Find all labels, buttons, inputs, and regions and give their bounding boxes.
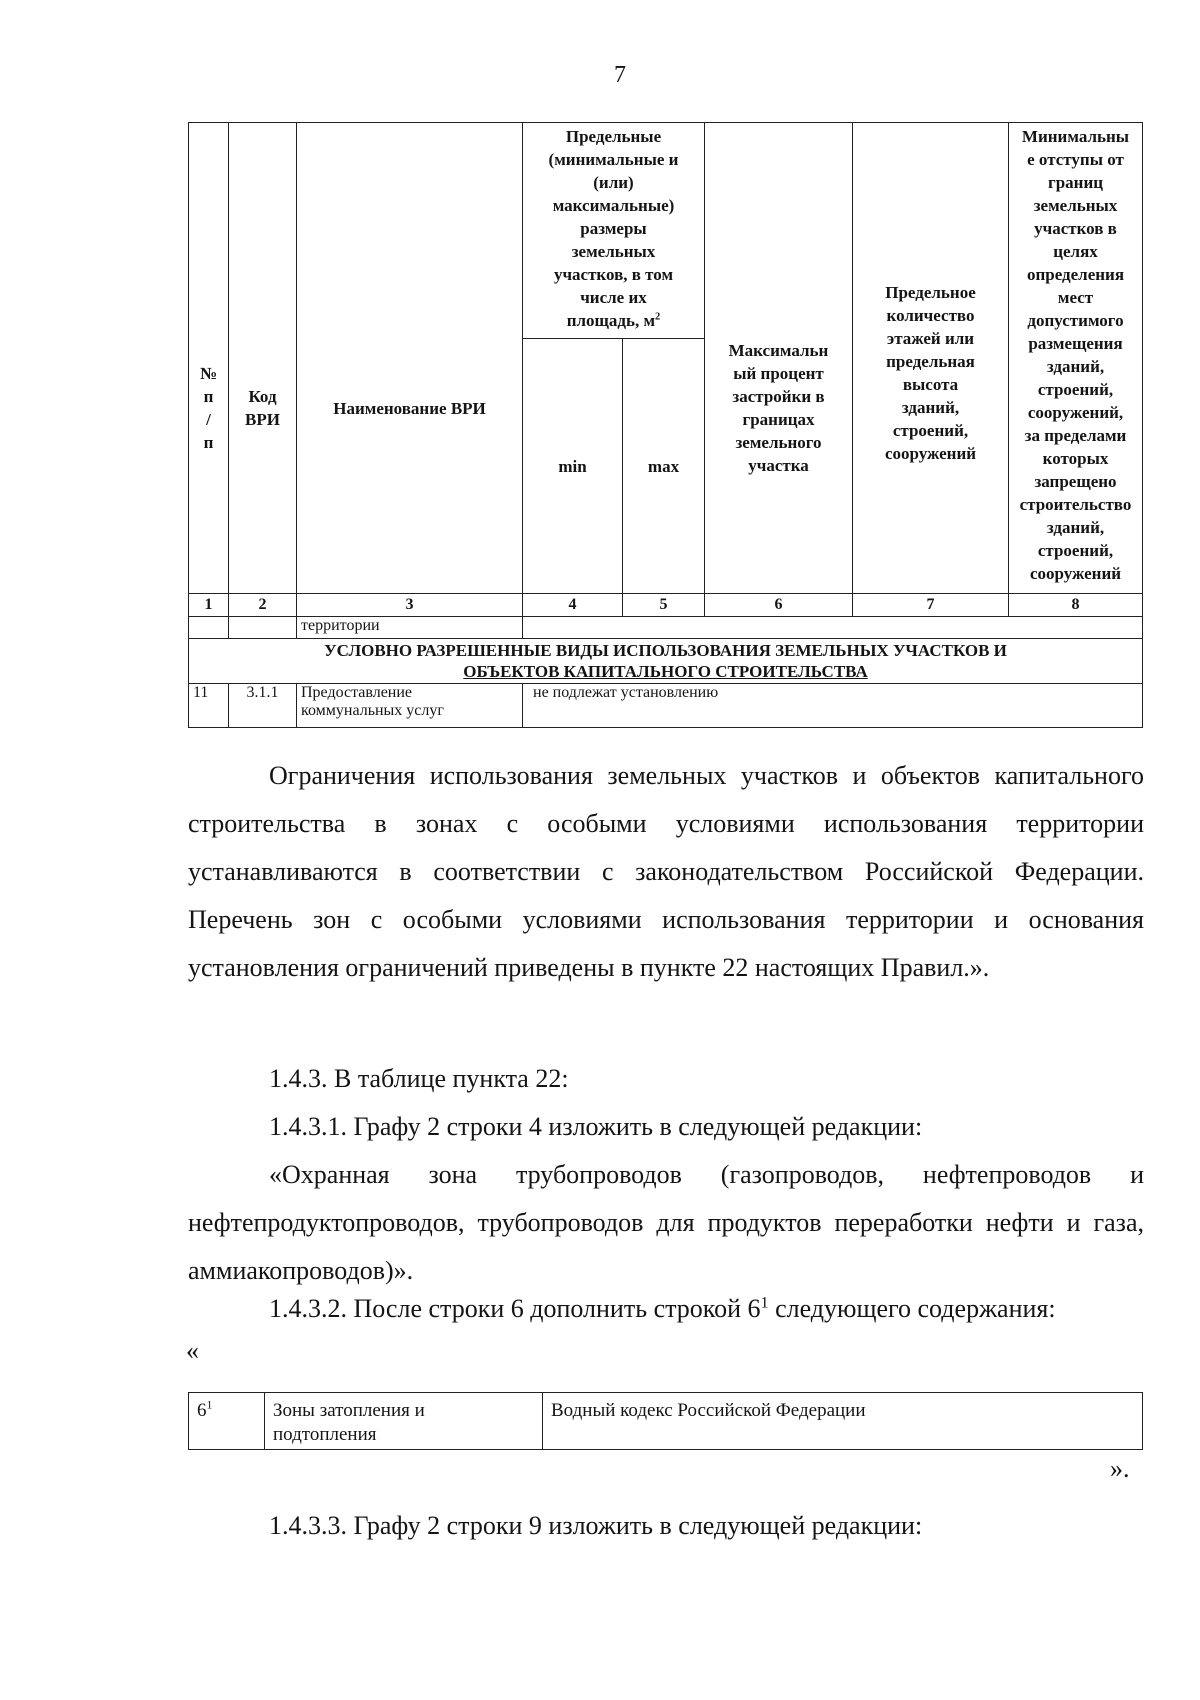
row-6-1-name: Зоны затопления и подтопления bbox=[265, 1393, 543, 1450]
section-row bbox=[189, 639, 1143, 684]
quote-pipelines: «Охранная зона трубопроводов (газопроводов, нефтепроводов и нефтепродуктопроводов, трубопроводов для продуктов переработки нефти и газа, аммиакопроводов)». bbox=[188, 1160, 1144, 1285]
header-name: Наименование ВРИ bbox=[297, 123, 523, 594]
partial-row-name: территории bbox=[297, 617, 523, 639]
header-max: max bbox=[623, 339, 705, 594]
item-1-4-3: 1.4.3. В таблице пункта 22: bbox=[269, 1064, 569, 1093]
row-11-code: 3.1.1 bbox=[229, 684, 297, 728]
item-1-4-3-2: 1.4.3.2. После строки 6 дополнить строкой $6^1$ следующего содержания: bbox=[269, 1294, 1056, 1323]
item-1-4-3-3: 1.4.3.3. Графу 2 строки 9 изложить в следующей редакции: bbox=[269, 1511, 923, 1540]
column-number-row bbox=[189, 594, 1143, 617]
column-number: 2 bbox=[229, 594, 297, 617]
row-6-1-basis: Водный кодекс Российской Федерации bbox=[543, 1393, 1143, 1450]
row-11-value: не подлежат установлению bbox=[523, 684, 1143, 728]
table-row bbox=[189, 684, 1143, 728]
header-plot-size: Предельные (минимальные и (или) максимальные) размеры земельных участков, в том числе их площадь, $м^2$ bbox=[523, 123, 705, 339]
item-1-4-3-1: 1.4.3.1. Графу 2 строки 4 изложить в следующей редакции: bbox=[269, 1112, 923, 1141]
row-6-1-table bbox=[188, 1392, 1143, 1450]
partial-row bbox=[189, 617, 1143, 639]
row-11-num: 11 bbox=[189, 684, 229, 728]
section-title: УСЛОВНО РАЗРЕШЕННЫЕ ВИДЫ ИСПОЛЬЗОВАНИЯ ЗЕМЕЛЬНЫХ УЧАСТКОВ И ОБЪЕКТОВ КАПИТАЛЬНОГО СТРОИТЕЛЬСТВА bbox=[189, 639, 1143, 684]
land-use-regulations-table bbox=[188, 122, 1143, 728]
row-6-1-num: $6^1$ bbox=[189, 1393, 265, 1450]
column-number: 5 bbox=[623, 594, 705, 617]
column-number: 4 bbox=[523, 594, 623, 617]
header-num: № п / п bbox=[189, 123, 229, 594]
header-setbacks: Минимальны е отступы от границ земельных участков в целях определения мест допустимого размещения зданий, строений, сооружений, за пределами которых запрещено строительство зданий, строений, сооружений bbox=[1009, 123, 1143, 594]
row-11-name: Предоставление коммунальных услуг bbox=[297, 684, 523, 728]
closing-quote: ». bbox=[1110, 1454, 1130, 1483]
paragraph-restrictions: Ограничения использования земельных участков и объектов капитального строительства в зонах с особыми условиями использования территории устанавливаются в соответствии с законодательством Российской Федерации. Перечень зон с особыми условиями использования территории и основания установления ограничений приведены в пункте 22 настоящих Правил.». bbox=[188, 761, 1144, 982]
column-number: 7 bbox=[853, 594, 1009, 617]
header-min: min bbox=[523, 339, 623, 594]
column-number: 1 bbox=[189, 594, 229, 617]
column-number: 3 bbox=[297, 594, 523, 617]
column-number: 6 bbox=[705, 594, 853, 617]
page-number: 7 bbox=[614, 62, 626, 88]
header-floors: Предельное количество этажей или предельная высота зданий, строений, сооружений bbox=[853, 123, 1009, 594]
opening-quote: « bbox=[186, 1336, 199, 1365]
column-number: 8 bbox=[1009, 594, 1143, 617]
table-row bbox=[189, 1393, 1143, 1450]
header-max-percent: Максимальн ый процент застройки в границах земельного участка bbox=[705, 123, 853, 594]
header-code: Код ВРИ bbox=[229, 123, 297, 594]
